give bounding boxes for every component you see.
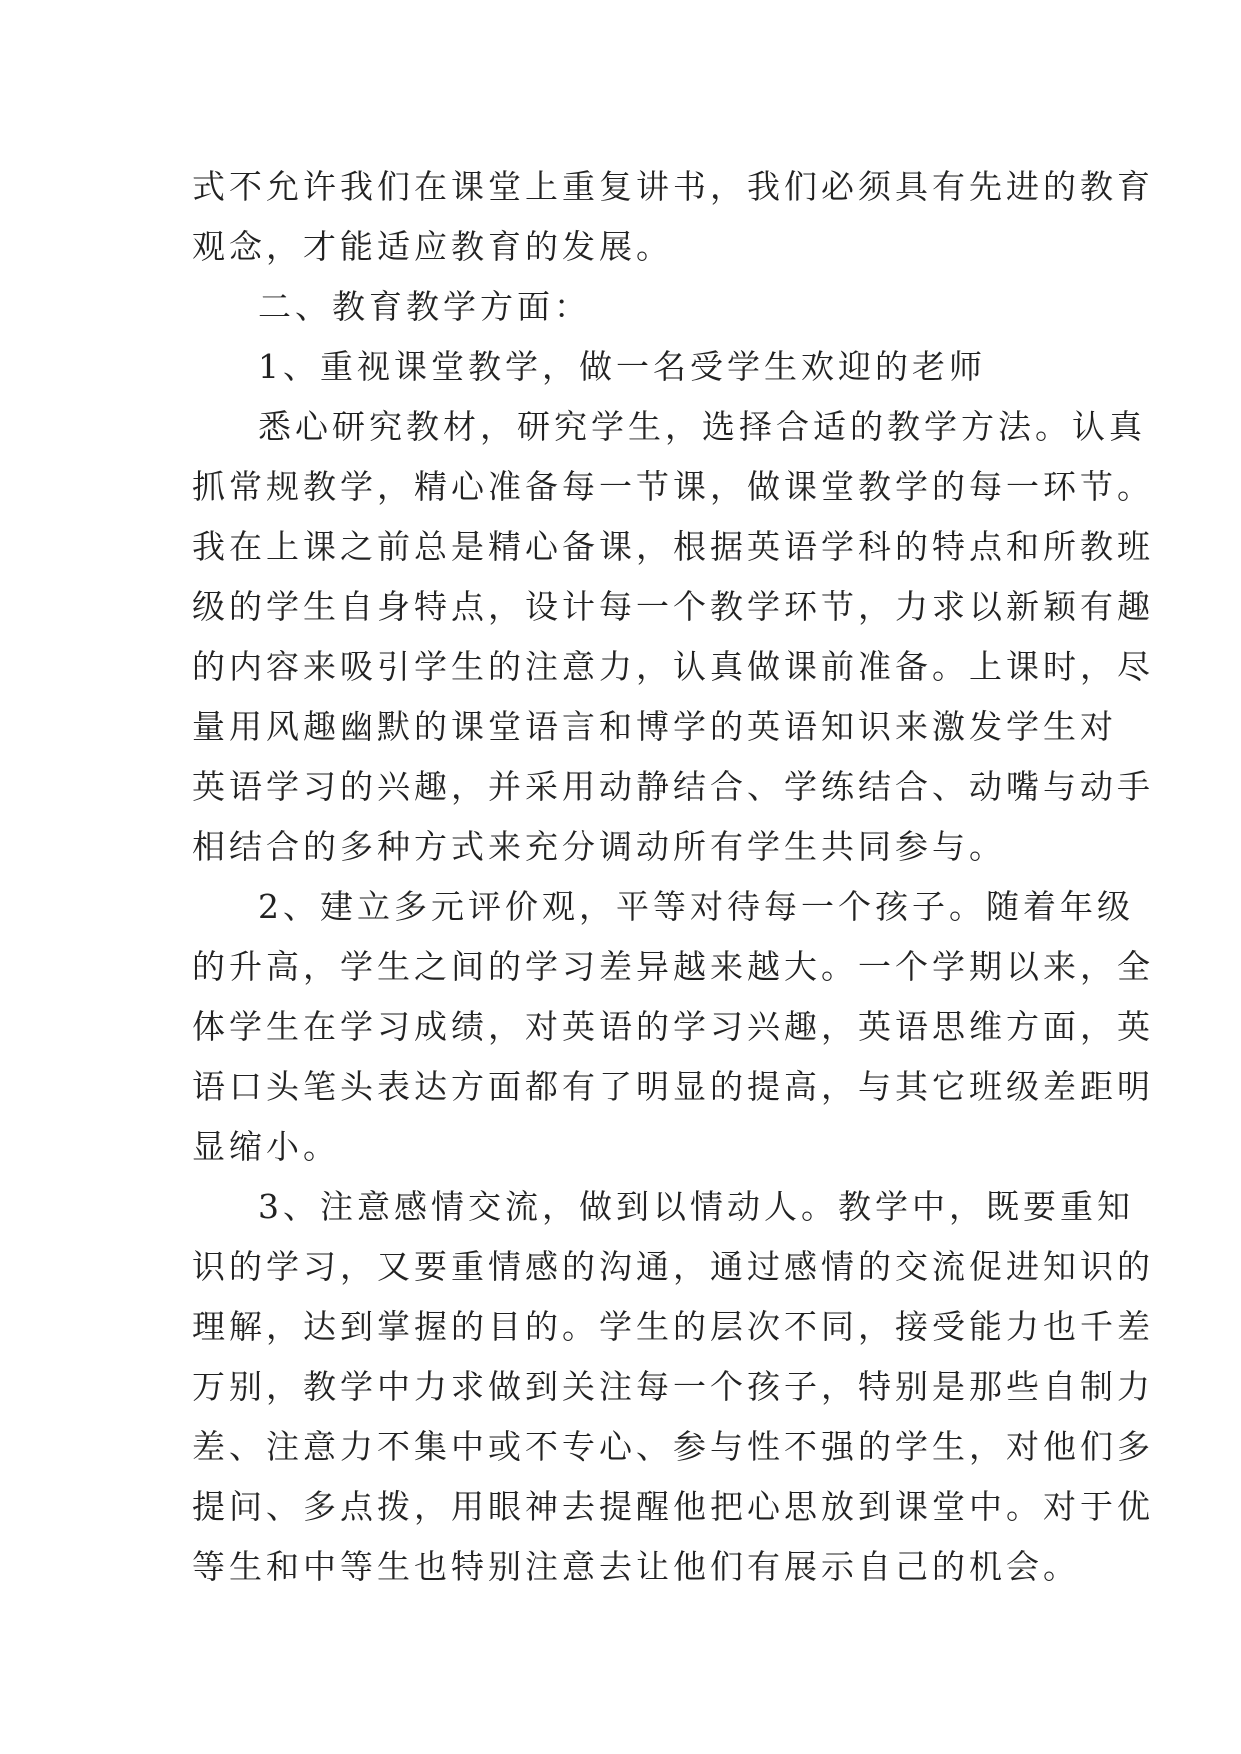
- text-line: 悉心研究教材，研究学生，选择合适的教学方法。认真: [258, 407, 1146, 446]
- text-line: 识的学习，又要重情感的沟通，通过感情的交流促进知识的: [192, 1247, 1154, 1286]
- text-line: 相结合的多种方式来充分调动所有学生共同参与。: [192, 827, 1006, 866]
- section-heading: 二、教育教学方面：: [258, 287, 591, 326]
- text-line: 2、建立多元评价观，平等对待每一个孩子。随着年级: [258, 887, 1134, 926]
- text-line: 式不允许我们在课堂上重复讲书，我们必须具有先进的教育: [192, 167, 1154, 206]
- text-line: 显缩小。: [192, 1127, 340, 1166]
- text-line: 体学生在学习成绩，对英语的学习兴趣，英语思维方面，英: [192, 1007, 1154, 1046]
- text-line: 理解，达到掌握的目的。学生的层次不同，接受能力也千差: [192, 1307, 1154, 1346]
- text-line: 语口头笔头表达方面都有了明显的提高，与其它班级差距明: [192, 1067, 1154, 1106]
- text-line: 级的学生自身特点，设计每一个教学环节，力求以新颖有趣: [192, 587, 1154, 626]
- text-line: 抓常规教学，精心准备每一节课，做课堂教学的每一环节。: [192, 467, 1154, 506]
- text-line: 的内容来吸引学生的注意力，认真做课前准备。上课时，尽: [192, 647, 1154, 686]
- text-line: 我在上课之前总是精心备课，根据英语学科的特点和所教班: [192, 527, 1154, 566]
- text-line: 英语学习的兴趣，并采用动静结合、学练结合、动嘴与动手: [192, 767, 1154, 806]
- text-line: 差、注意力不集中或不专心、参与性不强的学生，对他们多: [192, 1427, 1154, 1466]
- text-line: 量用风趣幽默的课堂语言和博学的英语知识来激发学生对: [192, 707, 1117, 746]
- text-line: 3、注意感情交流，做到以情动人。教学中，既要重知: [258, 1187, 1134, 1226]
- text-line: 等生和中等生也特别注意去让他们有展示自己的机会。: [192, 1547, 1080, 1586]
- text-line: 观念，才能适应教育的发展。: [192, 227, 673, 266]
- subsection-heading: 1、重视课堂教学，做一名受学生欢迎的老师: [258, 347, 986, 386]
- text-line: 提问、多点拨，用眼神去提醒他把心思放到课堂中。对于优: [192, 1487, 1154, 1526]
- text-line: 的升高，学生之间的学习差异越来越大。一个学期以来，全: [192, 947, 1154, 986]
- text-line: 万别，教学中力求做到关注每一个孩子，特别是那些自制力: [192, 1367, 1154, 1406]
